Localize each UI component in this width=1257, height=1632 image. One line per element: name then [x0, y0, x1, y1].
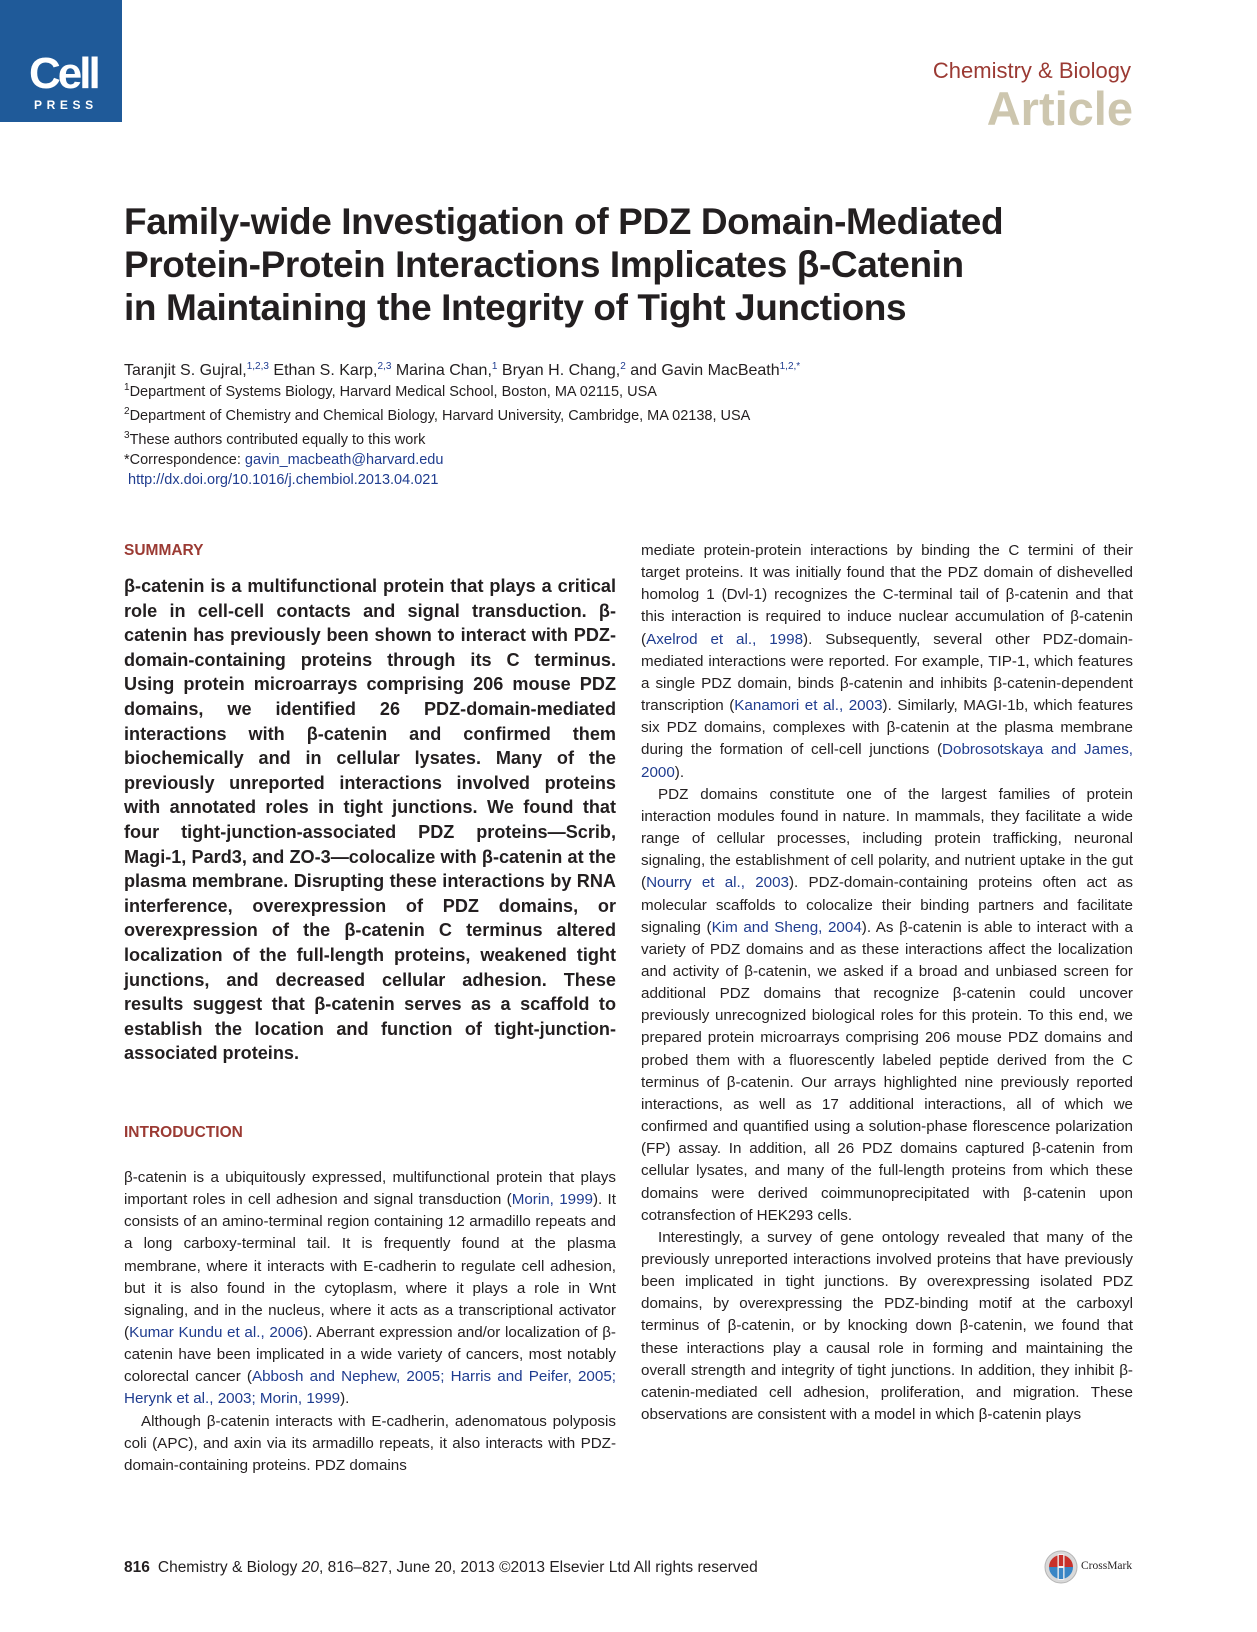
summary-heading: SUMMARY [124, 542, 204, 559]
right-column [641, 540, 1133, 1426]
title-line-3: in Maintaining the Integrity of Tight Junctions [124, 287, 907, 328]
author-name: Taranjit S. Gujral, [124, 362, 247, 379]
citation-link[interactable]: Kim and Sheng, 2004 [711, 918, 862, 936]
summary-text: β-catenin is a multifunctional protein that plays a critical role in cell-cell contacts and signal transduction. β-catenin has previously been shown to interact with PDZ-domain-containing proteins through its C terminus. Using protein microarrays comprising 206 mouse PDZ domains, we identified 26 PDZ-domain-mediated interactions with β-catenin and confirmed them biochemically and in cellular lysates. Many of the previously unreported interactions involved proteins with annotated roles in tight junctions. We found that four tight-junction-associated PDZ proteins—Scrib, Magi-1, Pard3, and ZO-3—colocalize with β-catenin at the plasma membrane. Disrupting these interactions by RNA interference, overexpression of PDZ domains, or overexpression of the β-catenin C terminus altered localization of the full-length proteins, weakened tight junctions, and decreased cellular adhesion. These results suggest that β-catenin serves as a scaffold to establish the location and function of tight-junction-associated proteins. [124, 576, 616, 1064]
citation-link[interactable]: Nourry et al., 2003 [646, 874, 789, 892]
crossmark-badge[interactable] [1043, 1548, 1143, 1588]
author-affil-ref[interactable]: 2,3 [377, 361, 392, 372]
affiliation-2: $^2$Department of Chemistry and Chemical Biology, Harvard University, Cambridge, MA 02138, USA [124, 406, 751, 424]
affiliation-1: $^1$Department of Systems Biology, Harvard Medical School, Boston, MA 02115, USA [124, 382, 657, 400]
cell-press-logo [0, 0, 122, 122]
doi-link[interactable]: http://dx.doi.org/10.1016/j.chembiol.2013.04.021 [128, 472, 439, 488]
citation-link[interactable]: Axelrod et al., 1998 [646, 630, 804, 648]
article-type-label: Article [986, 82, 1133, 135]
author-name: Bryan H. Chang, [501, 362, 621, 379]
title-line-2: Protein-Protein Interactions Implicates β-Catenin [124, 244, 964, 285]
author-name: Marina Chan, [395, 362, 492, 379]
page-footer: 816 Chemistry & Biology 20, 816–827, June 20, 2013 ©2013 Elsevier Ltd All rights reserved [124, 1559, 758, 1576]
volume-number: 20 [301, 1559, 319, 1576]
author-affil-ref[interactable]: 1,2,3 [246, 361, 269, 372]
citation-link[interactable]: Morin, 1999 [511, 1191, 593, 1209]
page-number: 816 [124, 1559, 150, 1576]
intro-paragraph-2: Although β-catenin interacts with E-cadherin, adenomatous polyposis coli (APC), and axin via its armadillo repeats, it also interacts with PDZ-domain-containing proteins. PDZ domains [124, 1412, 616, 1474]
author-affil-ref[interactable]: 2 [620, 361, 626, 372]
citation-link[interactable]: Kanamori et al., 2003 [734, 697, 883, 715]
doi-line [124, 470, 1124, 490]
crossmark-icon [1043, 1548, 1079, 1586]
affiliation-3: $^3$These authors contributed equally to this work [124, 430, 426, 448]
affiliations [124, 378, 1124, 490]
journal-name: Chemistry & Biology [932, 58, 1131, 83]
author-name: and Gavin MacBeath [630, 362, 780, 379]
intro-paragraph-1: β-catenin is a ubiquitously expressed, multifunctional protein that plays important roles in cell adhesion and signal transduction (Morin, 1999). It consists of an amino-terminal region containing 12 armadillo repeats and a long carboxy-terminal tail. It is frequently found at the plasma membrane, where it interacts with E-cadherin to regulate cell adhesion, but it is also found in the cytoplasm, where it plays a role in Wnt signaling, and in the nucleus, where it acts as a transcriptional activator (Kumar Kundu et al., 2006). Aberrant expression and/or localization of β-catenin have been implicated in a wide variety of cancers, most notably colorectal cancer (Abbosh and Nephew, 2005; Harris and Peifer, 2005; Herynk et al., 2003; Morin, 1999). [124, 1168, 616, 1408]
correspondence: *Correspondence: gavin_macbeath@harvard.edu [124, 452, 444, 468]
introduction-heading: INTRODUCTION [124, 1123, 243, 1141]
author-name: Ethan S. Karp, [273, 362, 378, 379]
intro-paragraph-4: Interestingly, a survey of gene ontology revealed that many of the previously unreported interactions involved proteins that have previously been implicated in tight junctions. By overexpressing isolated PDZ domains, by overexpressing the PDZ-binding motif at the carboxyl terminus of β-catenin, or by knocking down β-catenin, we found that these interactions play a causal role in forming and maintaining the overall strength and integrity of tight junctions. In addition, they inhibit β-catenin-mediated cell adhesion, proliferation, and migration. These observations are consistent with a model in which β-catenin plays [641, 1228, 1133, 1424]
correspondence-email-link[interactable]: gavin_macbeath@harvard.edu [244, 452, 444, 468]
citation-link[interactable]: Abbosh and Nephew, 2005; Harris and Peifer, 2005; Herynk et al., 2003; Morin, 1999 [124, 1368, 616, 1408]
crossmark-label: CrossMark [1081, 1560, 1133, 1572]
author-affil-ref[interactable]: 1 [491, 361, 498, 372]
article-title [124, 200, 1124, 329]
logo-subtitle: PRESS [34, 98, 98, 112]
left-column [124, 540, 616, 1477]
author-affil-ref[interactable]: 1,2,* [779, 361, 801, 372]
intro-paragraph-2-continued: mediate protein-protein interactions by binding the C termini of their target proteins. It was initially found that the PDZ domain of dishevelled homolog 1 (Dvl-1) recognizes the C-terminal tail of β-catenin and that this interaction is required to induce nuclear accumulation of β-catenin (Axelrod et al., 1998). Subsequently, several other PDZ-domain-mediated interactions were reported. For example, TIP-1, which features a single PDZ domain, binds β-catenin and inhibits β-catenin-dependent transcription (Kanamori et al., 2003). Similarly, MAGI-1b, which features six PDZ domains, complexes with β-catenin at the plasma membrane during the formation of cell-cell junctions (Dobrosotskaya and James, 2000). [641, 542, 1134, 781]
intro-paragraph-3: PDZ domains constitute one of the largest families of protein interaction modules found in nature. In mammals, they facilitate a wide range of cellular processes, including protein trafficking, neuronal signaling, the establishment of cell polarity, and nutrient uptake in the gut (Nourry et al., 2003). PDZ-domain-containing proteins often act as molecular scaffolds to colocalize their binding partners and facilitate signaling (Kim and Sheng, 2004). As β-catenin is able to interact with a variety of PDZ domains and as these interactions affect the localization and activity of β-catenin, we asked if a broad and unbiased screen for additional PDZ domains that recognize β-catenin could uncover previously unrecognized biological roles for this protein. To this end, we prepared protein microarrays comprising 206 mouse PDZ domains and probed them with a fluorescently labeled peptide derived from the C terminus of β-catenin. Our arrays highlighted nine previously reported interactions, as well as 17 additional interactions, all of which we confirmed and quantified using a solution-phase florescence polarization (FP) assay. In addition, all 26 PDZ domains captured β-catenin from cellular lysates, and many of the full-length proteins from which these domains were derived coimmunoprecipitated with β-catenin upon cotransfection of HEK293 cells. [641, 785, 1134, 1224]
title-line-1: Family-wide Investigation of PDZ Domain-Mediated [124, 201, 1004, 242]
citation-link[interactable]: Kumar Kundu et al., 2006 [129, 1323, 304, 1341]
logo-wordmark: Cell [29, 49, 98, 98]
citation-link[interactable]: Dobrosotskaya and James, 2000 [641, 741, 1134, 781]
